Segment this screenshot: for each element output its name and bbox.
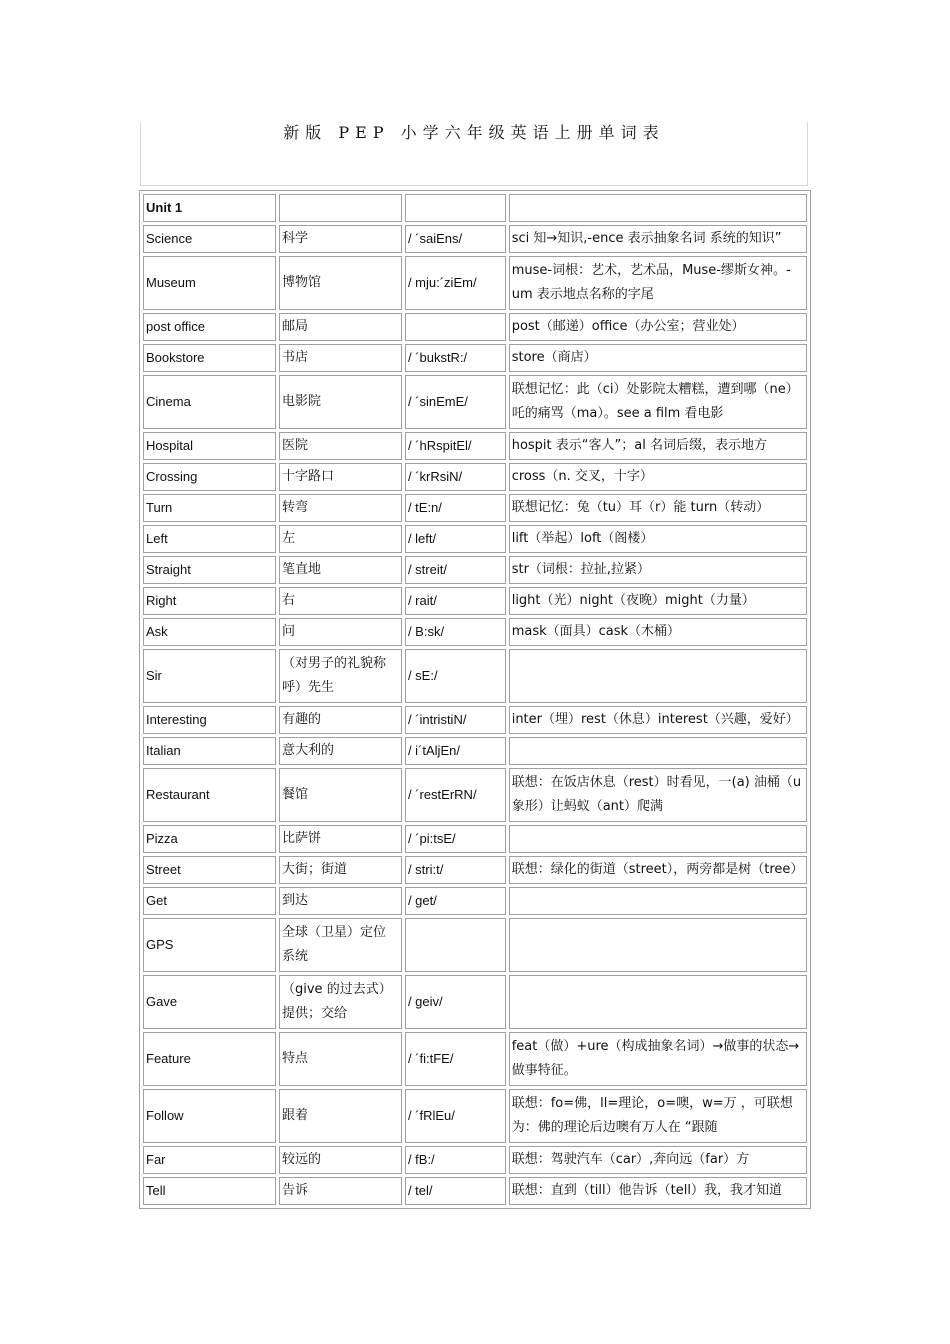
note-cell: hospit 表示“客人”；al 名词后缀，表示地方	[509, 432, 807, 460]
word-cell: Hospital	[143, 432, 276, 460]
note-cell	[509, 825, 807, 853]
vocabulary-table	[139, 190, 811, 1209]
table-row	[143, 463, 807, 491]
word-cell: Right	[143, 587, 276, 615]
note-cell: 联想：绿化的街道（street），两旁都是树（tree）	[509, 856, 807, 884]
phonetic-cell: / fB:/	[405, 1146, 506, 1174]
note-cell: feat（做）+ure（构成抽象名词）→做事的状态→做事特征。	[509, 1032, 807, 1086]
phonetic-cell: / ´restErRN/	[405, 768, 506, 822]
table-row	[143, 494, 807, 522]
meaning-cell: 科学	[279, 225, 402, 253]
meaning-cell: 博物馆	[279, 256, 402, 310]
phonetic-cell: / left/	[405, 525, 506, 553]
word-cell: post office	[143, 313, 276, 341]
table-row	[143, 768, 807, 822]
meaning-cell: 右	[279, 587, 402, 615]
phonetic-cell: / mju:´ziEm/	[405, 256, 506, 310]
phonetic-cell	[405, 313, 506, 341]
phonetic-cell: / ´hRspitEl/	[405, 432, 506, 460]
empty-cell	[509, 194, 807, 222]
meaning-cell: 特点	[279, 1032, 402, 1086]
note-cell: inter（埋）rest（休息）interest（兴趣，爱好）	[509, 706, 807, 734]
note-cell: 联想：驾驶汽车（car）,奔向远（far）方	[509, 1146, 807, 1174]
phonetic-cell: / B:sk/	[405, 618, 506, 646]
table-row	[143, 825, 807, 853]
note-cell	[509, 975, 807, 1029]
word-cell: Pizza	[143, 825, 276, 853]
note-cell	[509, 918, 807, 972]
meaning-cell: 书店	[279, 344, 402, 372]
word-cell: Get	[143, 887, 276, 915]
meaning-cell: 告诉	[279, 1177, 402, 1205]
table-row	[143, 918, 807, 972]
table-row	[143, 432, 807, 460]
phonetic-cell: / ´fRlEu/	[405, 1089, 506, 1143]
word-cell: Restaurant	[143, 768, 276, 822]
meaning-cell: 笔直地	[279, 556, 402, 584]
note-cell: str（词根：拉扯,拉紧）	[509, 556, 807, 584]
word-cell: Gave	[143, 975, 276, 1029]
note-cell: sci 知→知识,-ence 表示抽象名词 系统的知识”	[509, 225, 807, 253]
meaning-cell: 转弯	[279, 494, 402, 522]
phonetic-cell: / tE:n/	[405, 494, 506, 522]
phonetic-cell: / sE:/	[405, 649, 506, 703]
word-cell: Straight	[143, 556, 276, 584]
table-row	[143, 887, 807, 915]
table-row	[143, 1032, 807, 1086]
phonetic-cell: / ´bukstR:/	[405, 344, 506, 372]
word-cell: Bookstore	[143, 344, 276, 372]
page-title: 新版 PEP 小学六年级英语上册单词表	[283, 123, 665, 142]
phonetic-cell: / ´sinEmE/	[405, 375, 506, 429]
table-row	[143, 975, 807, 1029]
meaning-cell: 比萨饼	[279, 825, 402, 853]
phonetic-cell: / ´fi:tFE/	[405, 1032, 506, 1086]
empty-cell	[279, 194, 402, 222]
note-cell: store（商店）	[509, 344, 807, 372]
table-row	[143, 225, 807, 253]
phonetic-cell: / geiv/	[405, 975, 506, 1029]
word-cell: Ask	[143, 618, 276, 646]
note-cell: lift（举起）loft（阁楼）	[509, 525, 807, 553]
word-cell: Tell	[143, 1177, 276, 1205]
table-row	[143, 556, 807, 584]
note-cell: post（邮递）office（办公室；营业处）	[509, 313, 807, 341]
meaning-cell: （give 的过去式）提供；交给	[279, 975, 402, 1029]
table-row	[143, 587, 807, 615]
word-cell: Sir	[143, 649, 276, 703]
note-cell: cross（n. 交叉，十字）	[509, 463, 807, 491]
table-row	[143, 706, 807, 734]
phonetic-cell: / ´intristiN/	[405, 706, 506, 734]
table-row	[143, 1089, 807, 1143]
word-cell: Crossing	[143, 463, 276, 491]
meaning-cell: （对男子的礼貌称呼）先生	[279, 649, 402, 703]
word-cell: Cinema	[143, 375, 276, 429]
phonetic-cell: / stri:t/	[405, 856, 506, 884]
meaning-cell: 问	[279, 618, 402, 646]
table-row	[143, 375, 807, 429]
meaning-cell: 全球（卫星）定位系统	[279, 918, 402, 972]
title-box	[140, 122, 808, 186]
phonetic-cell: / get/	[405, 887, 506, 915]
word-cell: Science	[143, 225, 276, 253]
meaning-cell: 意大利的	[279, 737, 402, 765]
table-row	[143, 1177, 807, 1205]
word-cell: Far	[143, 1146, 276, 1174]
table-row	[143, 1146, 807, 1174]
note-cell: light（光）night（夜晚）might（力量）	[509, 587, 807, 615]
phonetic-cell: / streit/	[405, 556, 506, 584]
phonetic-cell	[405, 918, 506, 972]
meaning-cell: 较远的	[279, 1146, 402, 1174]
note-cell	[509, 737, 807, 765]
note-cell: 联想：在饭店休息（rest）时看见，一(a) 油桶（u 象形）让蚂蚁（ant）爬满	[509, 768, 807, 822]
word-cell: GPS	[143, 918, 276, 972]
meaning-cell: 到达	[279, 887, 402, 915]
word-cell: Italian	[143, 737, 276, 765]
table-row	[143, 618, 807, 646]
word-cell: Street	[143, 856, 276, 884]
word-cell: Interesting	[143, 706, 276, 734]
meaning-cell: 跟着	[279, 1089, 402, 1143]
meaning-cell: 十字路口	[279, 463, 402, 491]
table-row	[143, 649, 807, 703]
word-cell: Feature	[143, 1032, 276, 1086]
table-row-unit-header	[143, 194, 807, 222]
note-cell: muse-词根：艺术，艺术品，Muse-缪斯女神。-um 表示地点名称的字尾	[509, 256, 807, 310]
note-cell	[509, 649, 807, 703]
meaning-cell: 电影院	[279, 375, 402, 429]
word-cell: Follow	[143, 1089, 276, 1143]
word-cell: Museum	[143, 256, 276, 310]
note-cell: 联想记忆：兔（tu）耳（r）能 turn（转动）	[509, 494, 807, 522]
meaning-cell: 邮局	[279, 313, 402, 341]
meaning-cell: 大街；街道	[279, 856, 402, 884]
phonetic-cell: / ´krRsiN/	[405, 463, 506, 491]
note-cell	[509, 887, 807, 915]
note-cell: 联想：fo=佛，ll=理论，o=噢，w=万 ，可联想为：佛的理论后边噢有万人在 “跟随	[509, 1089, 807, 1143]
table-row	[143, 344, 807, 372]
table-row	[143, 313, 807, 341]
table-row	[143, 737, 807, 765]
table-row	[143, 256, 807, 310]
meaning-cell: 有趣的	[279, 706, 402, 734]
table-row	[143, 856, 807, 884]
meaning-cell: 医院	[279, 432, 402, 460]
meaning-cell: 左	[279, 525, 402, 553]
phonetic-cell: / rait/	[405, 587, 506, 615]
table-row	[143, 525, 807, 553]
meaning-cell: 餐馆	[279, 768, 402, 822]
unit-label: Unit 1	[143, 194, 276, 222]
note-cell: 联想：直到（till）他告诉（tell）我，我才知道	[509, 1177, 807, 1205]
phonetic-cell: / i´tAljEn/	[405, 737, 506, 765]
phonetic-cell: / ´pi:tsE/	[405, 825, 506, 853]
word-cell: Left	[143, 525, 276, 553]
empty-cell	[405, 194, 506, 222]
word-cell: Turn	[143, 494, 276, 522]
note-cell: mask（面具）cask（木桶）	[509, 618, 807, 646]
phonetic-cell: / tel/	[405, 1177, 506, 1205]
phonetic-cell: / ´saiEns/	[405, 225, 506, 253]
note-cell: 联想记忆：此（ci）处影院太糟糕，遭到哪（ne）吒的痛骂（ma）。see a film 看电影	[509, 375, 807, 429]
